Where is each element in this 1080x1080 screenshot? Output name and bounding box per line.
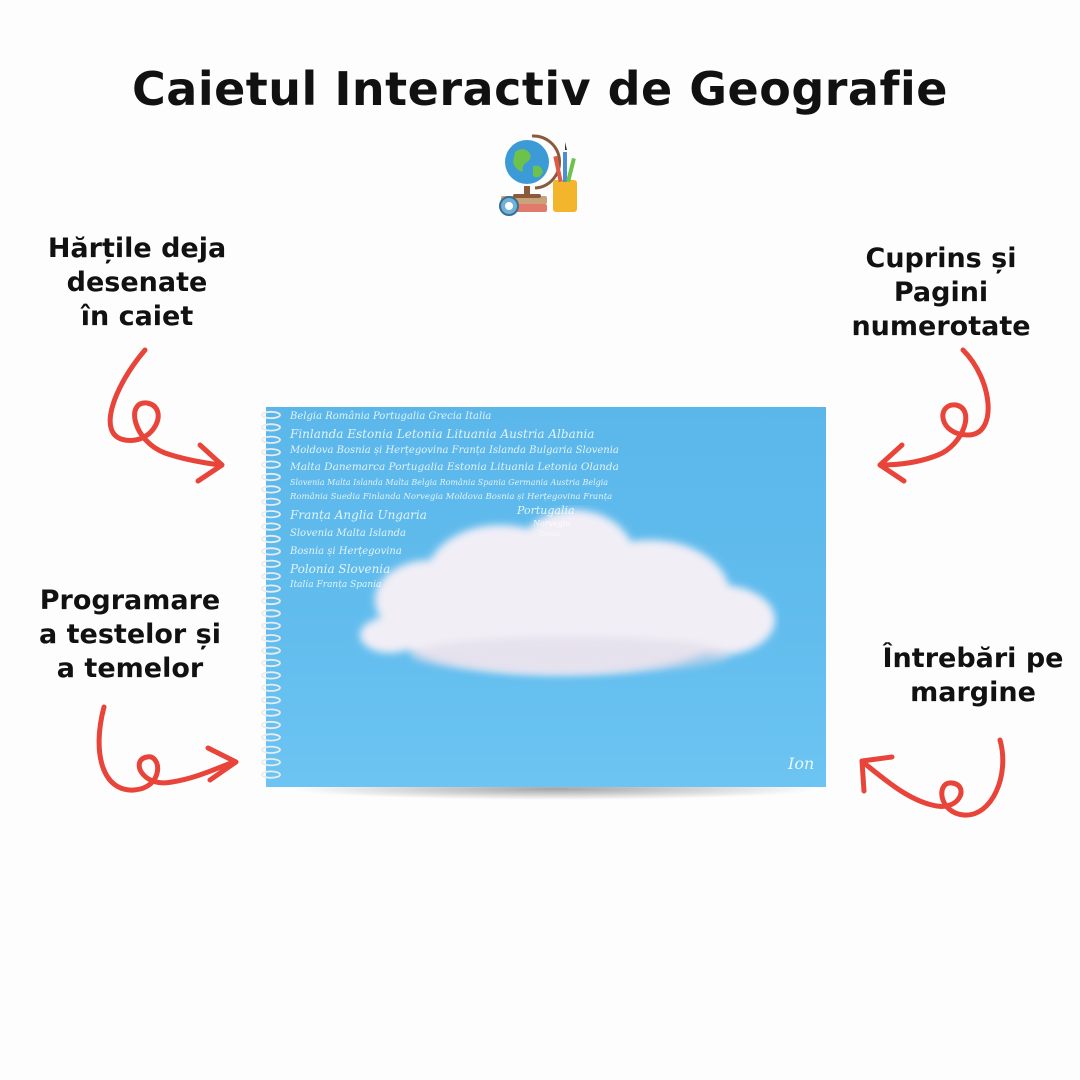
spiral-coil [262,573,280,579]
cover-word-line: Franța Anglia Ungaria [290,508,427,522]
callout-line: Întrebări pe [882,643,1064,674]
cover-word-line: Slovenia Malta Islanda [290,528,407,539]
spiral-coil [262,759,280,765]
spiral-coil [262,771,280,777]
spiral-coil [262,486,280,492]
callout-line: Pagini [893,277,989,308]
globe-books-pencils-icon [495,126,585,218]
spiral-coil [262,598,280,604]
cover-word-center: Grecia [540,531,561,538]
callout-maps-drawn [22,232,252,334]
spiral-coil [262,709,280,715]
spiral-coil [262,499,280,505]
cover-word-line: Finlanda Estonia Letonia Lituania Austria Albania [290,427,595,441]
spiral-coil [262,561,280,567]
spiral-coil [262,449,280,455]
callout-margin-questions [858,642,1080,710]
cover-signature: Ion [788,754,815,773]
callout-line: desenate [66,267,208,298]
cover-word-line: România Suedia Finlanda Norvegia Moldova Bosnia și Herțegovina Franța [290,491,613,502]
callout-line: în caiet [80,301,194,332]
cover-word-line: Italia Franța Spania [290,580,382,590]
curved-arrow-icon [92,702,247,802]
spiral-coil [262,548,280,554]
spiral-coil [262,585,280,591]
spiral-coil [262,474,280,480]
callout-contents-numbered [820,242,1062,344]
spiral-coil [262,437,280,443]
curved-arrow-icon [868,345,1008,485]
spiral-coil [262,734,280,740]
spiral-coil [262,672,280,678]
spiral-coil [262,412,280,418]
spiral-binding [258,407,286,787]
callout-line: Hărțile deja [47,233,227,264]
spiral-coil [262,610,280,616]
callout-test-scheduling [10,584,250,686]
spiral-coil [262,623,280,629]
spiral-coil [262,647,280,653]
spiral-coil [262,747,280,753]
cover-word-line: Belgia România Portugalia Grecia Italia [290,411,492,422]
spiral-coil [262,511,280,517]
cover-word-line: Polonia Slovenia [290,562,391,576]
spiral-coil [262,685,280,691]
spiral-coil [262,523,280,529]
spiral-coil [262,697,280,703]
callout-line: Programare [39,585,221,616]
cover-word-line: Moldova Bosnia și Herțegovina Franța Islanda Bulgaria Slovenia [290,445,619,456]
curved-arrow-icon [95,345,235,490]
spiral-coil [262,660,280,666]
cover-word-line: Bosnia și Herțegovina [290,546,402,557]
curved-arrow-icon [852,735,1012,825]
cover-word-line: Slovenia Malta Islanda Malta Belgia România Spania Germania Austria Belgia [290,477,609,487]
page-title: Caietul Interactiv de Geografie [132,62,948,116]
cover-country-words [290,408,650,590]
callout-line: a temelor [56,653,204,684]
cover-word-center: Norvegia [533,519,571,528]
spiral-coil [262,722,280,728]
spiral-coil [262,536,280,542]
cover-word-center: Portugalia [517,504,575,517]
callout-line: Cuprins și [865,243,1017,274]
callout-line: numerotate [851,311,1031,342]
spiral-coil [262,424,280,430]
spiral-coil [262,461,280,467]
callout-line: margine [910,677,1036,708]
cover-word-line: Malta Danemarca Portugalia Estonia Lituania Letonia Olanda [290,461,619,473]
spiral-coil [262,635,280,641]
callout-line: a testelor și [39,619,221,650]
